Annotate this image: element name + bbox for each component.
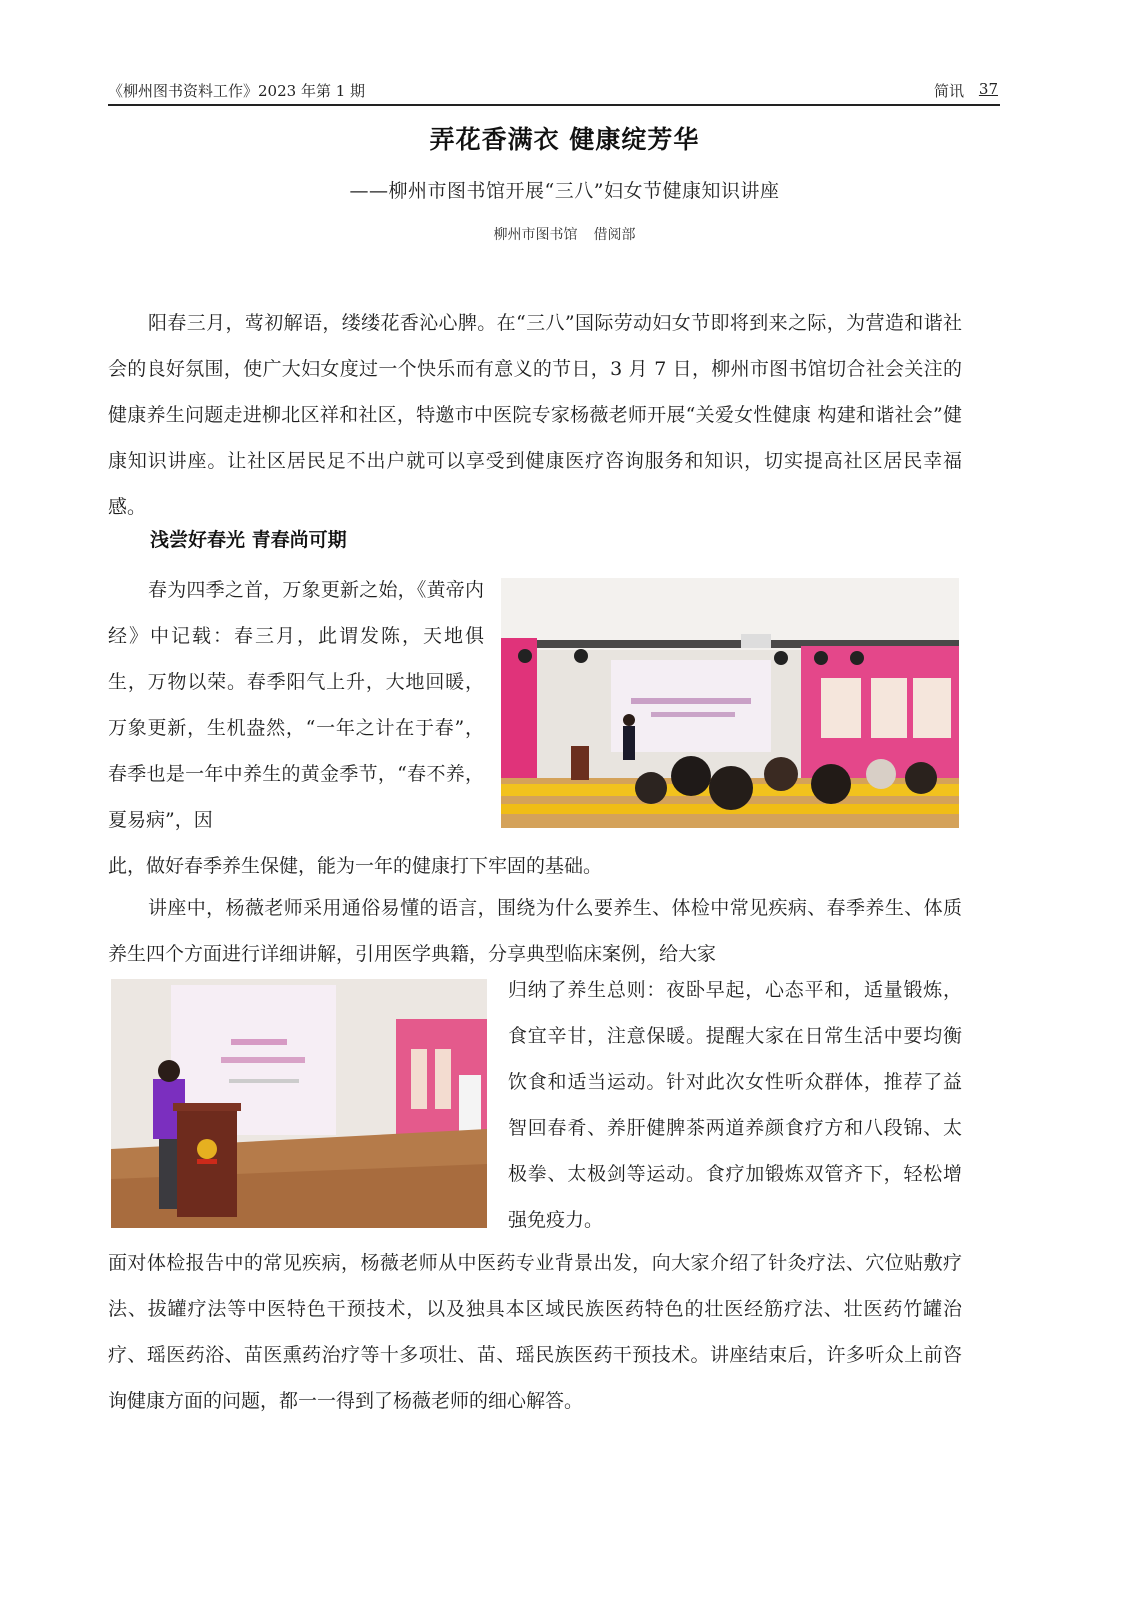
section-label: 简讯 <box>933 82 964 100</box>
paragraph-spring-end: 此，做好春季养生保健，能为一年的健康打下牢固的基础。 <box>108 855 603 877</box>
lecture-room-illustration <box>501 578 959 828</box>
journal-title: 《柳州图书资料工作》2023 年第 1 期 <box>108 82 366 100</box>
page-number: 37 <box>978 80 998 98</box>
speaker-illustration <box>111 979 487 1228</box>
paragraph-spring-wrap: 春为四季之首，万象更新之始，《黄帝内经》中记载：春三月，此谓发陈，天地俱生，万物以荣。春季阳气上升，大地回暖，万象更新，生机盎然，“一年之计在于春”，春季也是一年中养生的黄金季节，“春不养，夏易病”，因 <box>108 579 484 831</box>
paragraph-intro: 阳春三月，莺初解语，缕缕花香沁心脾。在“三八”国际劳动妇女节即将到来之际，为营造和谐社会的良好氛围，使广大妇女度过一个快乐而有意义的节日，3 月 7 日，柳州市图书馆切合社会关注的健康养生问题走进柳北区祥和社区，特邀市中医院专家杨薇老师开展“关爱女性健康 构建和谐社会”健康知识讲座。让社区居民足不出户就可以享受到健康医疗咨询服务和知识，切实提高社区居民幸福感。 <box>108 312 962 518</box>
article-subtitle: ——柳州市图书馆开展“三八”妇女节健康知识讲座 <box>349 180 780 202</box>
article-title: 弄花香满衣 健康绽芳华 <box>429 125 700 154</box>
running-head <box>108 80 998 102</box>
byline-org: 柳州市图书馆 <box>493 227 578 243</box>
header-rule <box>108 104 1000 106</box>
byline <box>0 224 1129 244</box>
speaker-photo <box>111 979 487 1228</box>
paragraph-lecture-end: 面对体检报告中的常见疾病，杨薇老师从中医药专业背景出发，向大家介绍了针灸疗法、穴位贴敷疗法、拔罐疗法等中医特色干预技术，以及独具本区域民族医药特色的壮医经筋疗法、壮医药竹罐治疗、瑶医药浴、苗医熏药治疗等十多项壮、苗、瑶民族医药干预技术。讲座结束后，许多听众上前咨询健康方面的问题，都一一得到了杨薇老师的细心解答。 <box>108 1252 962 1412</box>
lecture-room-photo <box>501 578 959 828</box>
paragraph-lecture-start: 讲座中，杨薇老师采用通俗易懂的语言，围绕为什么要养生、体检中常见疾病、春季养生、体质养生四个方面进行详细讲解，引用医学典籍，分享典型临床案例，给大家 <box>108 897 962 965</box>
section-heading: 浅尝好春光 青春尚可期 <box>150 529 347 551</box>
paragraph-lecture-wrap: 归纳了养生总则：夜卧早起，心态平和，适量锻炼，食宜辛甘，注意保暖。提醒大家在日常生活中要均衡饮食和适当运动。针对此次女性听众群体，推荐了益智回春肴、养肝健脾茶两道养颜食疗方和八段锦、太极拳、太极剑等运动。食疗加锻炼双管齐下，轻松增强免疫力。 <box>508 979 962 1231</box>
byline-dept: 借阅部 <box>593 227 636 243</box>
